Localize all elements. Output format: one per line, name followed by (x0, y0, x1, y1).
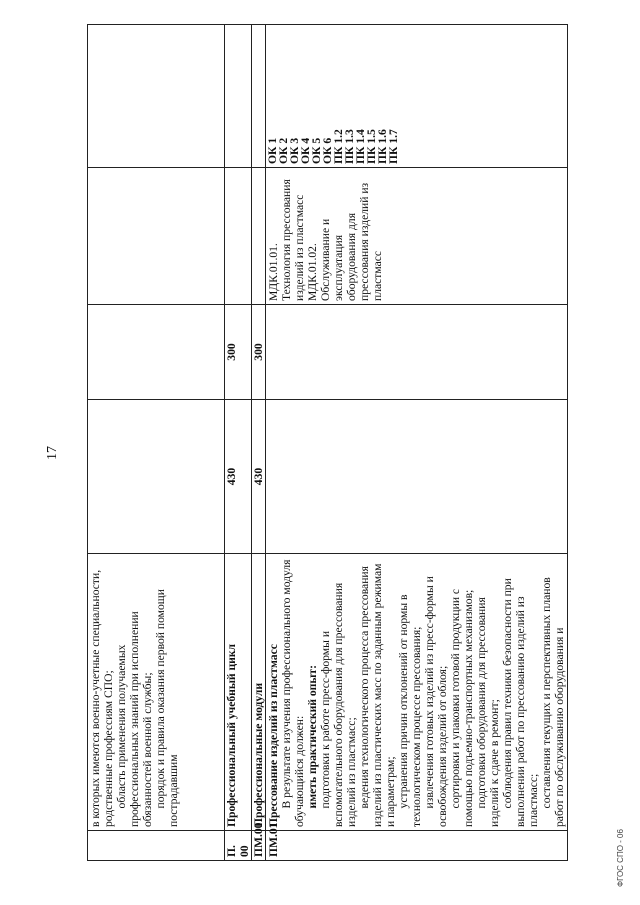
cell-hours-total: 430 (252, 400, 266, 554)
competency: ПК 1.3 (343, 129, 356, 164)
practice-item: сортировки и упаковки готовой продукции с помощью подъемно-транспортных механизмов; (449, 588, 475, 827)
practice-item: ведения технологического процесса прессования изделий из пластических масс по заданным режимам и параметрам; (358, 563, 397, 827)
curriculum-table (87, 24, 568, 861)
table-row-intro (88, 25, 225, 861)
practice-heading: иметь практический опыт: (306, 665, 319, 809)
cell-module-description (266, 554, 568, 831)
competency: ОК 3 (288, 137, 301, 164)
page-number: 17 (45, 446, 60, 460)
cell-hours-mandatory: 300 (225, 305, 252, 400)
cell-title: Профессиональные модули (252, 554, 266, 831)
cell-intro-text (88, 554, 225, 831)
practice-item: устранения причин отклонений от нормы в технологическом процессе прессования; (397, 594, 423, 827)
intro-line: пострадавшим (167, 754, 180, 827)
mdk-code: МДК.01.01. (267, 243, 280, 301)
footer-code: ФГОС СПО - 06 (616, 829, 625, 887)
table-row-p00 (225, 25, 252, 861)
cell-code: ПМ.01 (266, 831, 568, 861)
intro-line: профессиональных знаний при исполнении (128, 611, 141, 827)
competency: ПК 1.7 (387, 129, 400, 164)
cell-hours-mandatory: 300 (252, 305, 266, 400)
mdk-name: Обслуживание и эксплуатация оборудования для прессования изделий из пластмасс (319, 182, 384, 301)
cell-code: ПМ.00 (252, 831, 266, 861)
competency: ОК 4 (299, 137, 312, 164)
mdk-entry (267, 171, 306, 301)
table-row-pm00 (252, 25, 266, 861)
competency: ОК 5 (310, 137, 323, 164)
mdk-entry (306, 171, 384, 301)
competency: ОК 1 (266, 137, 279, 164)
intro-line: порядок и правила оказания первой помощи (154, 589, 167, 809)
competency: ПК 1.4 (354, 129, 367, 164)
practice-item: извлечения готовых изделий из пресс-формы и освобождения изделий от облоя; (423, 576, 449, 827)
intro-line: обязанностей военной службы; (141, 672, 154, 827)
practice-item: соблюдения правил техники безопасности при выполнении работ по прессованию изделий из пластмасс; (501, 578, 540, 827)
competency: ОК 6 (321, 137, 334, 164)
cell-mdk (266, 168, 568, 305)
cell-hours-total: 430 (225, 400, 252, 554)
practice-item: подготовки к работе пресс-формы и вспомогательного оборудования для прессования изделий из пластмасс; (319, 582, 358, 827)
competency: ОК 2 (277, 137, 290, 164)
mdk-code: МДК.01.02. (306, 243, 319, 301)
mdk-name: Технология прессования изделий из пластмасс (280, 179, 306, 301)
module-intro: В результате изучения профессионального модуля обучающийся должен: (280, 559, 306, 827)
competency: ПК 1.5 (365, 129, 378, 164)
module-title: Прессование изделий из пластмасс (267, 644, 280, 827)
intro-line: в которых имеются военно-учетные специальности, (89, 569, 102, 827)
cell-competencies (266, 25, 568, 168)
cell-title: Профессиональный учебный цикл (225, 554, 252, 831)
table-row-pm01 (266, 25, 568, 861)
competency: ПК 1.6 (376, 129, 389, 164)
practice-item: подготовки оборудования для прессования изделий к сдаче в ремонт; (475, 597, 501, 827)
cell-code-empty (88, 831, 225, 861)
cell-code: П. 00 (225, 831, 252, 861)
practice-item: составления текущих и перспективных планов работ по обслуживанию оборудования и (540, 577, 566, 827)
intro-line: область применения получаемых (115, 644, 128, 809)
intro-line: родственные профессиям СПО; (102, 670, 115, 827)
competency: ПК 1.2 (332, 129, 345, 164)
